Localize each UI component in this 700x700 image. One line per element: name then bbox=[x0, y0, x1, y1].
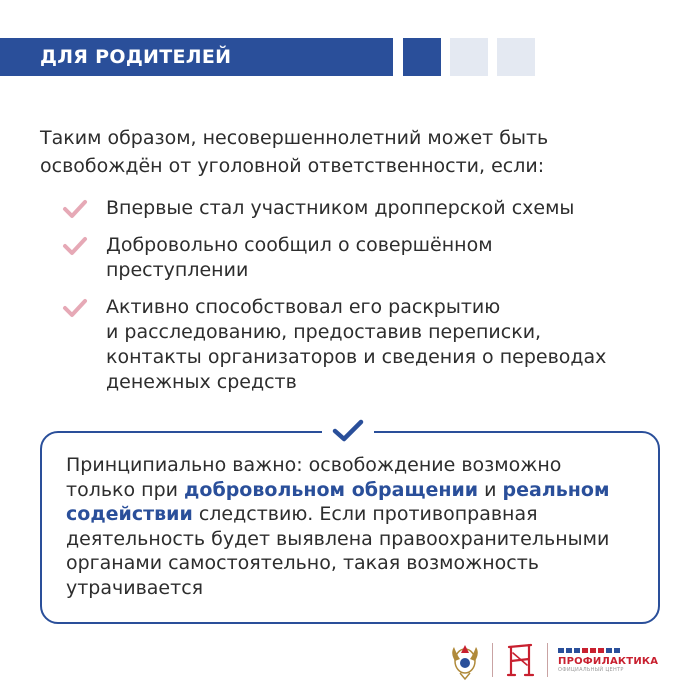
callout-line: органами самостоятельно, такая возможность bbox=[66, 552, 539, 575]
intro-line: освобождён от уголовной ответственности, если: bbox=[40, 155, 545, 177]
header-bar bbox=[0, 38, 393, 76]
list-item-line: Добровольно сообщил о совершённом bbox=[106, 234, 493, 256]
highlight-text: реальном bbox=[502, 478, 610, 501]
page-title: ДЛЯ РОДИТЕЛЕЙ bbox=[40, 46, 232, 68]
list-item-line: Впервые стал участником дропперской схемы bbox=[106, 197, 575, 219]
check-icon bbox=[62, 236, 88, 256]
highlight-text: содействии bbox=[66, 503, 193, 526]
brand-squares bbox=[558, 648, 620, 653]
list-item bbox=[62, 233, 662, 283]
check-icon bbox=[62, 199, 88, 219]
list-item bbox=[62, 295, 662, 395]
conditions-list bbox=[62, 196, 662, 407]
header-square-light bbox=[450, 38, 488, 76]
highlight-text: добровольном обращении bbox=[184, 478, 479, 501]
intro-line: Таким образом, несовершеннолетний может быть bbox=[40, 127, 549, 149]
divider bbox=[547, 643, 548, 677]
callout-text-part: следствию. Если противоправная bbox=[192, 503, 538, 526]
brand-logo bbox=[558, 648, 658, 673]
callout-badge bbox=[322, 414, 374, 448]
list-item-line: преступлении bbox=[106, 259, 249, 281]
brand-name: ПРОФИЛАКТИКА bbox=[558, 655, 659, 667]
chair-logo-icon bbox=[503, 639, 537, 681]
list-item-line: Активно способствовал его раскрытию bbox=[106, 296, 501, 318]
check-icon bbox=[62, 298, 88, 318]
check-icon bbox=[331, 418, 365, 444]
footer-logos bbox=[448, 638, 658, 682]
list-item-line: и расследованию, предоставив переписки, bbox=[106, 321, 542, 343]
callout-line: Принципиально важно: освобождение возможно bbox=[66, 454, 562, 476]
callout-line: деятельность будет выявлена правоохранительными bbox=[66, 527, 610, 550]
header-square-dark bbox=[403, 38, 441, 76]
callout-line: утрачивается bbox=[66, 576, 204, 599]
callout-text-part: только при bbox=[66, 478, 185, 501]
list-item bbox=[62, 196, 662, 221]
list-item-line: денежных средств bbox=[106, 371, 297, 393]
header-square-light bbox=[497, 38, 535, 76]
callout-text bbox=[66, 453, 651, 601]
intro-paragraph bbox=[40, 124, 660, 180]
emblem-icon bbox=[448, 639, 482, 681]
divider bbox=[492, 643, 493, 677]
brand-subtitle: ОФИЦИАЛЬНЫЙ ЦЕНТР bbox=[558, 666, 624, 673]
callout-text-part: и bbox=[478, 478, 503, 501]
list-item-line: контакты организаторов и сведения о переводах bbox=[106, 346, 607, 368]
